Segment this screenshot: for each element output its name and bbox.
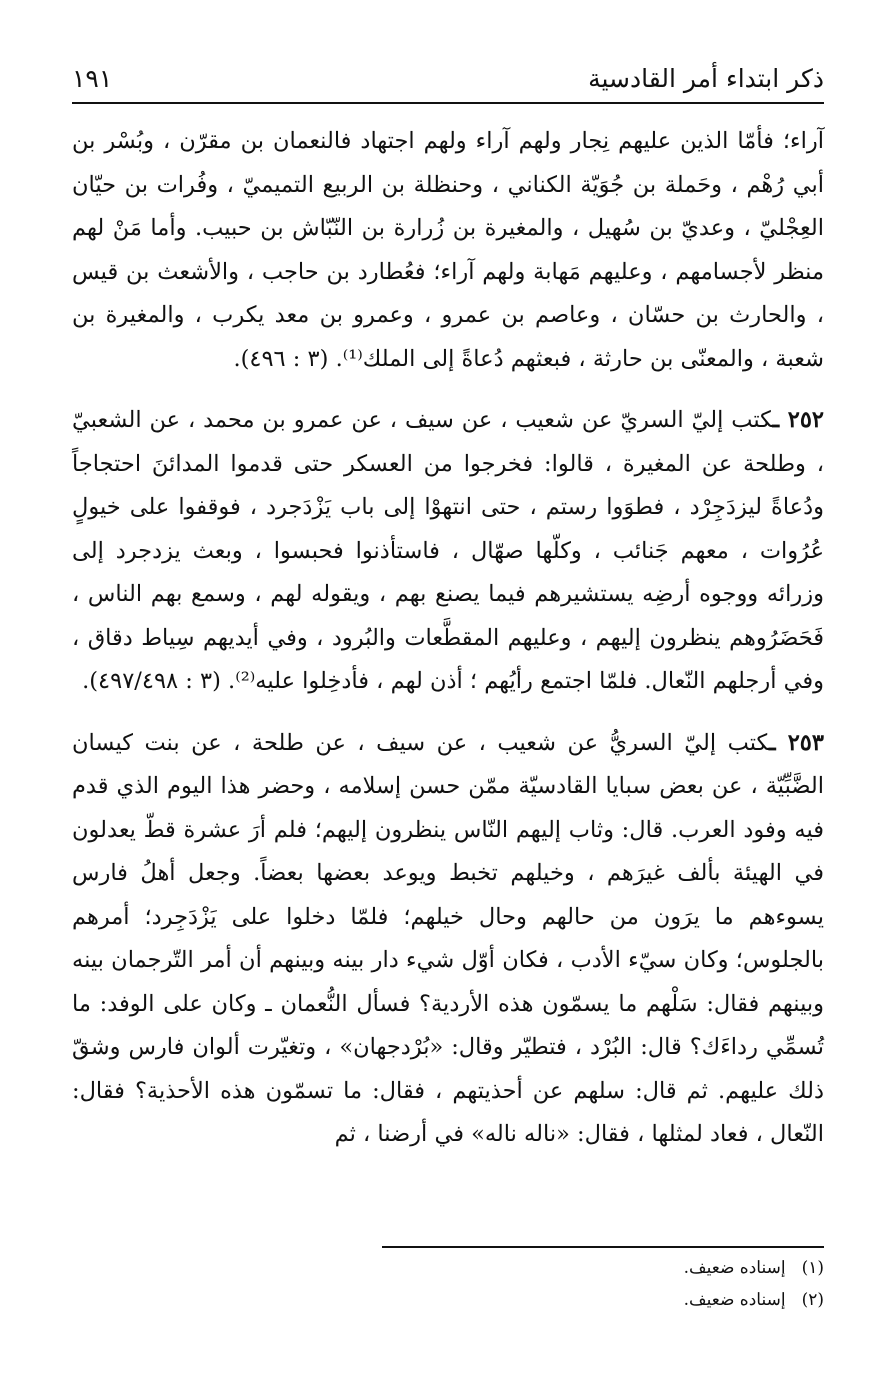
- paragraph-text: آراء؛ فأمّا الذين عليهم نِجار ولهم آراء ولهم اجتهاد فالنعمان بن مقرّن ، وبُسْر بن أبي رُهْم ، وحَملة بن جُوَيّة الكناني ، وحنظلة بن الربيع التميميّ ، وفُرات بن حيّان العِجْليّ ، وعديّ بن سُهيل ، والمغيرة بن زُرارة بن النّبّاش بن حبيب. وأما مَنْ لهم منظر لأجسامهم ، وعليهم مَهابة ولهم آراء؛ فعُطارد بن حاجب ، والأشعث بن قيس ، والحارث بن حسّان ، وعاصم بن عمرو ، وعمرو بن معد يكرب ، والمغيرة بن شعبة ، والمعنّى بن حارثة ، فبعثهم دُعاةً إلى الملك⁽¹⁾. (٣ : ٤٩٦).: [72, 128, 824, 372]
- footnote-number: (١): [801, 1258, 824, 1278]
- paragraph-number: ٢٥٢ ـ: [772, 407, 824, 433]
- paragraph-253: [72, 722, 824, 1157]
- footnote: [300, 1252, 824, 1284]
- running-head: [72, 62, 824, 104]
- body-text: [72, 120, 824, 1157]
- paragraph-252: [72, 399, 824, 704]
- paragraph-number: ٢٥٣ ـ: [768, 729, 824, 756]
- paragraph-text: كتب إليّ السريّ عن شعيب ، عن سيف ، عن عمرو بن محمد ، عن الشعبيّ ، وطلحة عن المغيرة ، قالوا: فخرجوا من العسكر حتى قدموا المدائنَ احتجاجاً ودُعاةً ليزدَجِرْد ، فطوَوا رستم ، حتى انتهوْا إلى باب يَزْدَجرد ، فوقفوا على خيولٍ عُرُوات ، معهم جَنائب ، وكلّها صهّال ، فاستأذنوا فحبسوا ، وبعث يزدجرد إلى وزرائه ووجوه أرضِه يستشيرهم فيما يصنع بهم ، ويقوله لهم ، وسمع بهم الناس ، فَحَضَرُوهم ينظرون إليهم ، وعليهم المقطَّعات والبُرود ، وفي أيديهم سِياط دقاق ، وفي أرجلهم النّعال. فلمّا اجتمع رأيُهم ؛ أذن لهم ، فأدخِلوا عليه⁽²⁾. (٣ : ٤٩٧/٤٩٨).: [72, 407, 824, 694]
- footnote-number: (٢): [801, 1290, 824, 1310]
- footnote-text: إسناده ضعيف.: [683, 1258, 786, 1278]
- page: [72, 62, 824, 1157]
- running-title: ذكر ابتداء أمر القادسية: [588, 64, 824, 93]
- page-number: ١٩١: [72, 64, 113, 93]
- paragraph-continuation: [72, 120, 824, 381]
- footnote-rule: [382, 1246, 824, 1248]
- footnotes: [300, 1252, 824, 1316]
- footnote-text: إسناده ضعيف.: [683, 1290, 786, 1310]
- footnote: [300, 1284, 824, 1316]
- paragraph-text: كتب إليّ السريُّ عن شعيب ، عن سيف ، عن طلحة ، عن بنت كيسان الضَّبِّيّة ، عن بعض سبايا القادسيّة ممّن حسن إسلامه ، وحضر هذا اليوم الذي قدم فيه وفود العرب. قال: وثاب إليهم النّاس ينظرون إليهم؛ فلم أرَ عشرة قطّ يعدلون في الهيئة بألف غيرَهم ، وخيلهم تخبط ويوعد بعضها بعضاً. وجعل أهلُ فارس يسوءهم ما يرَون من حالهم وحال خيلهم؛ فلمّا دخلوا على يَزْدَجِرد؛ أمرهم بالجلوس؛ وكان سيّء الأدب ، فكان أوّل شيء دار بينه وبينهم أن أمر التّرجمان بينه وبينهم فقال: سَلْهم ما يسمّون هذه الأردية؟ فسأل النُّعمان ـ وكان على الوفد: ما تُسمِّي رداءَك؟ قال: البُرْد ، فتطيّر وقال: «بُرْدجهان» ، وتغيّرت ألوان فارس وشقّ ذلك عليهم. ثم قال: سلهم عن أحذيتهم ، فقال: ما تسمّون هذه الأحذية؟ فقال: النّعال ، فعاد لمثلها ، فقال: «ناله ناله» في أرضنا ، ثم: [72, 729, 824, 1147]
